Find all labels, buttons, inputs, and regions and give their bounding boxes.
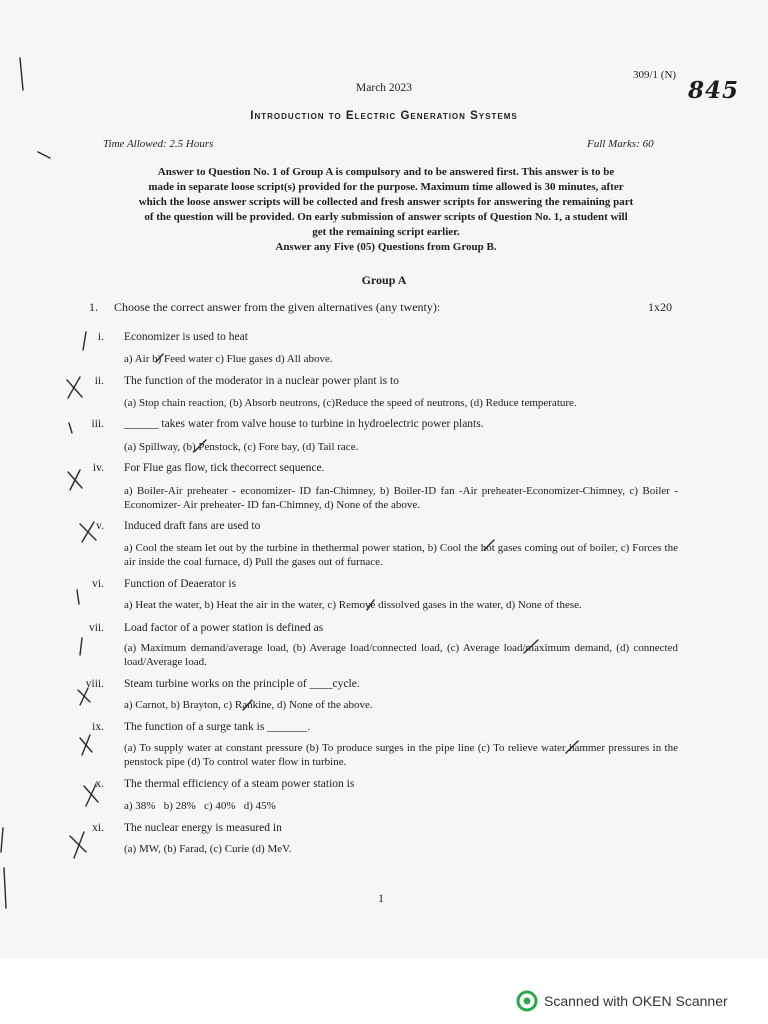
item-number: i. bbox=[97, 331, 104, 343]
page-number: 1 bbox=[378, 891, 384, 905]
item-options: (a) To supply water at constant pressure (b) To produce surges in the pipe line (c) To relieve water hammer pressures in the penstock pipe (d) To control water flow in turbine. bbox=[124, 742, 678, 768]
item-stem: Induced draft fans are used to bbox=[124, 520, 261, 532]
item-number: iii. bbox=[91, 418, 104, 430]
paper-code: 309/1 (N) bbox=[633, 69, 677, 81]
question-marks: 1x20 bbox=[648, 300, 672, 314]
item-stem: Steam turbine works on the principle of ____cycle. bbox=[124, 678, 360, 690]
item-stem: The function of a surge tank is _______. bbox=[124, 721, 311, 733]
item-number: x. bbox=[95, 778, 104, 790]
item-stem: The function of the moderator in a nuclear power plant is to bbox=[124, 375, 399, 387]
question-text: Choose the correct answer from the given alternatives (any twenty): bbox=[114, 300, 441, 314]
item-number: iv. bbox=[92, 462, 104, 474]
scanner-text: Scanned with OKEN Scanner bbox=[544, 993, 728, 1009]
time-allowed: Time Allowed: 2.5 Hours bbox=[103, 138, 214, 150]
instruction-line: made in separate loose script(s) provided for the purpose. Maximum time allowed is 30 minutes, after bbox=[148, 181, 624, 193]
item-stem: ______ takes water from valve house to turbine in hydroelectric power plants. bbox=[124, 418, 484, 430]
item-stem: For Flue gas flow, tick thecorrect sequence. bbox=[124, 462, 325, 474]
item-stem: Economizer is used to heat bbox=[124, 331, 248, 343]
pen-stroke bbox=[1, 828, 6, 908]
pen-stroke bbox=[80, 638, 82, 655]
instruction-line: Answer to Question No. 1 of Group A is compulsory and to be answered first. This answer is to be bbox=[157, 166, 615, 178]
pen-stroke bbox=[69, 423, 72, 433]
item-number: vii. bbox=[88, 622, 104, 634]
item-options: a) Carnot, b) Brayton, c) Rankine, d) None of the above. bbox=[124, 699, 373, 711]
pen-stroke bbox=[70, 832, 86, 858]
item-number: v. bbox=[96, 520, 104, 532]
instruction-line: which the loose answer scripts will be collected and fresh answer scripts for answering the remaining part bbox=[138, 196, 634, 208]
item-options: (a) Stop chain reaction, (b) Absorb neutrons, (c)Reduce the speed of neutrons, (d) Reduce temperature. bbox=[124, 397, 577, 409]
item-stem: Load factor of a power station is defined as bbox=[124, 622, 324, 634]
pen-stroke bbox=[77, 590, 79, 604]
instruction-line: Answer any Five (05) Questions from Group B. bbox=[275, 241, 497, 253]
item-number: ix. bbox=[92, 721, 104, 733]
scanner-watermark bbox=[516, 990, 728, 1012]
instruction-line: of the question will be provided. On early submission of answer scripts of Question No. 1, a student will bbox=[144, 211, 628, 223]
item-stem: The thermal efficiency of a steam power station is bbox=[124, 778, 355, 790]
pen-stroke bbox=[80, 735, 92, 755]
handwritten-roll-number: 845 bbox=[688, 77, 740, 104]
item-options: (a) Maximum demand/average load, (b) Average load/connected load, (c) Average load/maximum demand, (d) connected load/Average load. bbox=[124, 642, 678, 668]
pen-stroke bbox=[38, 152, 50, 158]
full-marks: Full Marks: 60 bbox=[587, 138, 654, 150]
item-number: viii. bbox=[85, 678, 104, 690]
paper-title: Introduction to Electric Generation Systems bbox=[250, 110, 518, 122]
item-number: vi. bbox=[92, 578, 104, 590]
oken-scanner-logo-icon bbox=[516, 990, 538, 1012]
item-options: (a) Spillway, (b) Penstock, (c) Fore bay, (d) Tail race. bbox=[124, 441, 359, 453]
pen-stroke bbox=[78, 688, 90, 705]
item-number: ii. bbox=[94, 375, 104, 387]
group-a-title: Group A bbox=[361, 273, 407, 287]
item-options: (a) MW, (b) Farad, (c) Curie (d) MeV. bbox=[124, 843, 292, 855]
item-options: a) Heat the water, b) Heat the air in the water, c) Remove dissolved gases in the water, d) None of these. bbox=[124, 599, 582, 611]
question-number: 1. bbox=[89, 300, 98, 314]
instruction-line: get the remaining script earlier. bbox=[312, 226, 460, 238]
item-options: a) 38% b) 28% c) 40% d) 45% bbox=[124, 800, 276, 812]
item-options: a) Cool the steam let out by the turbine in thethermal power station, b) Cool the hot gases coming out of boiler, c) Forces the air inside the coal furnace, d) Pull the gases out of furnace. bbox=[124, 542, 678, 568]
item-options: a) Air b) Feed water c) Flue gases d) All above. bbox=[124, 353, 333, 365]
item-stem: The nuclear energy is measured in bbox=[124, 822, 282, 834]
exam-date: March 2023 bbox=[356, 82, 412, 94]
item-number: xi. bbox=[92, 822, 104, 834]
instructions bbox=[84, 165, 688, 255]
item-options: a) Boiler-Air preheater - economizer- ID fan-Chimney, b) Boiler-ID fan -Air preheater-Economizer-Chimney, c) Boiler - Economizer- Air preheater- ID fan-Chimney, d) None of the above. bbox=[124, 485, 678, 511]
item-stem: Function of Deaerator is bbox=[124, 578, 237, 590]
